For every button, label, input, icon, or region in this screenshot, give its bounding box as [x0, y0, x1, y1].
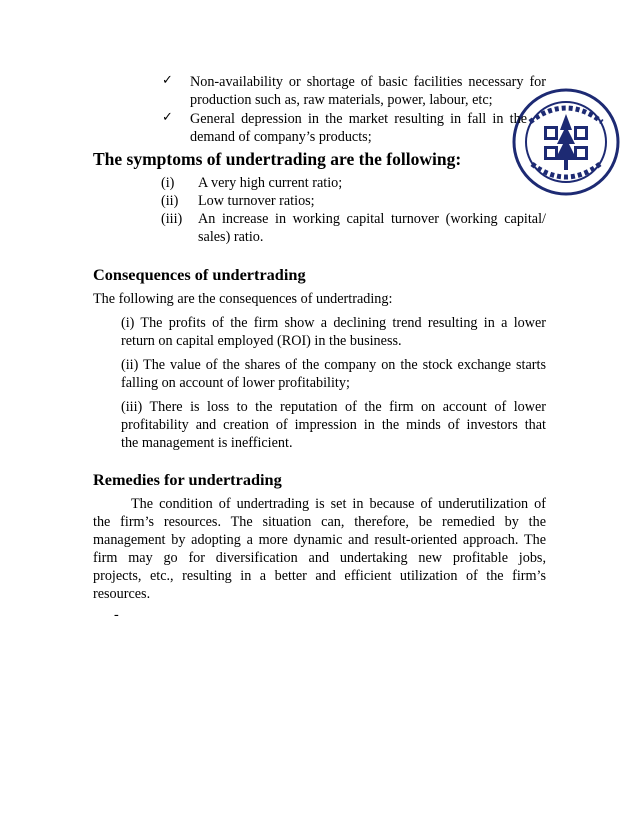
consequence-line: falling on account of lower profitability; [121, 375, 350, 391]
symptom-text: sales) ratio. [198, 229, 264, 245]
remedies-line: firm may go for diversification and undertaking new profitable jobs, [93, 550, 546, 566]
consequences-heading: Consequences of undertrading [93, 265, 306, 284]
symptom-number: (iii) [161, 211, 183, 227]
remedies-line: resources. [93, 586, 151, 602]
consequence-line: the management is inefficient. [121, 435, 293, 451]
symptoms-heading: The symptoms of undertrading are the following: [93, 149, 462, 169]
consequence-line: profitability and creation of impression in the minds of investors that [121, 417, 546, 433]
consequences-intro: The following are the consequences of undertrading: [93, 291, 393, 307]
bullet-line: production such as, raw materials, power, labour, etc; [190, 92, 493, 108]
symptom-number: (ii) [161, 193, 179, 209]
bullet-line: demand of company’s products; [190, 129, 372, 145]
consequence-line: (i) The profits of the firm show a declining trend resulting in a lower [121, 315, 546, 331]
symptom-text: An increase in working capital turnover (working capital/ [198, 211, 546, 227]
bullet-item [162, 73, 546, 109]
symptom-text: A very high current ratio; [198, 175, 343, 191]
consequence-line: return on capital employed (ROI) in the business. [121, 333, 402, 349]
bullet-line: General depression in the market resulting in fall in the [190, 111, 527, 127]
consequence-line: (ii) The value of the shares of the company on the stock exchange starts [121, 357, 546, 373]
remedies-line: the firm’s resources. The situation can, therefore, be remedied by the [93, 514, 546, 530]
remedies-line: The condition of undertrading is set in because of underutilization of [131, 496, 546, 512]
symptom-number: (i) [161, 175, 175, 191]
check-mark-icon: ✓ [162, 73, 173, 88]
remedies-heading: Remedies for undertrading [93, 470, 282, 489]
symptom-text: Low turnover ratios; [198, 193, 315, 209]
remedies-line: projects, etc., resulting in a better and efficient utilization of the firm’s [93, 568, 546, 584]
remedies-line: management by adopting a more dynamic and result-oriented approach. The [93, 532, 546, 548]
consequence-line: (iii) There is loss to the reputation of the firm on account of lower [121, 399, 546, 415]
bullet-line: Non-availability or shortage of basic facilities necessary for [190, 74, 546, 90]
trailing-mark: - [114, 607, 119, 623]
bullet-item [162, 110, 527, 146]
check-mark-icon: ✓ [162, 110, 173, 125]
